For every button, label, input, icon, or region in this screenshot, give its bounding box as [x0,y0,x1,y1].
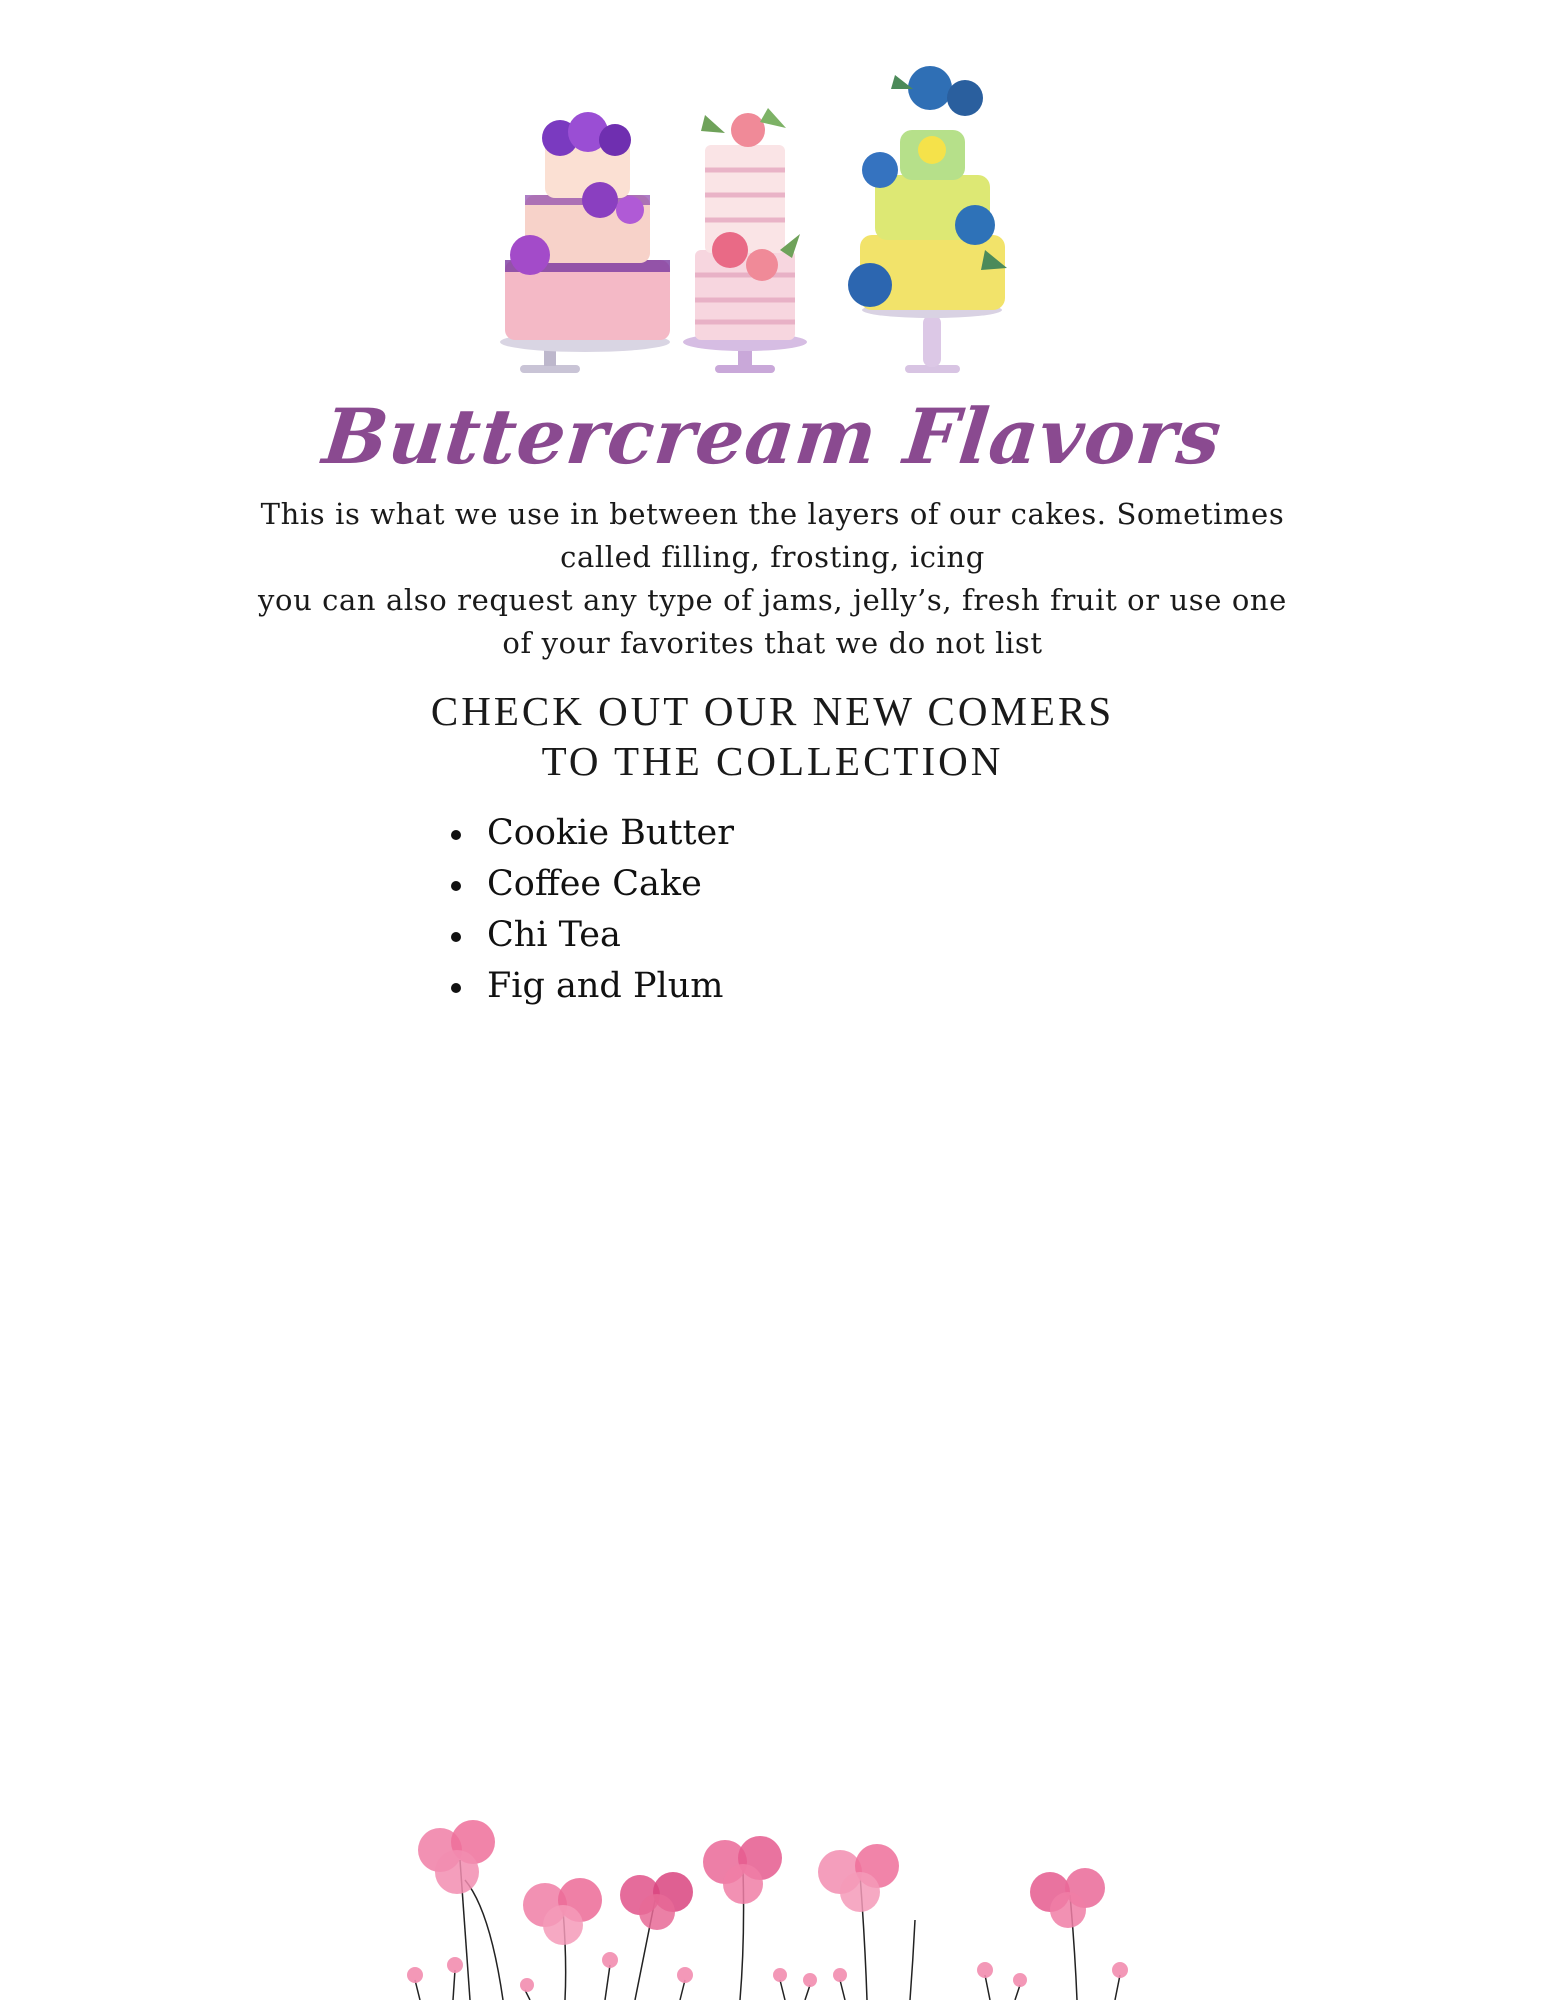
page-title: Buttercream Flavors [318,392,1226,481]
flower-3 [620,1872,693,1930]
flower-5 [818,1844,899,1912]
new-comers-heading: CHECK OUT OUR NEW COMERS TO THE COLLECTION [430,688,1115,784]
flower-1 [418,1820,495,1894]
list-item: Chi Tea [445,910,734,961]
intro-text [255,493,1290,665]
cake-striped-peaches [683,108,807,373]
flowers-illustration [395,1800,1175,2000]
flower-buds [407,1952,1128,1992]
list-item: Coffee Cake [445,859,734,910]
cake-purple-flowers [500,112,670,373]
cakes-illustration [500,60,1040,390]
cake-yellow-blue-flowers [848,66,1007,373]
flower-2 [523,1878,602,1945]
flower-6 [1030,1868,1105,1928]
intro-line-requests: you can also request any type of jams, jelly’s, fresh fruit or use one of your favorites that we do not list [258,583,1287,660]
list-item: Cookie Butter [445,808,734,859]
intro-line-filling: This is what we use in between the layers of our cakes. Sometimes called filling, frosting, icing [260,497,1285,574]
new-flavors-list [445,808,734,1012]
flower-4 [703,1836,782,1904]
list-item: Fig and Plum [445,961,734,1012]
